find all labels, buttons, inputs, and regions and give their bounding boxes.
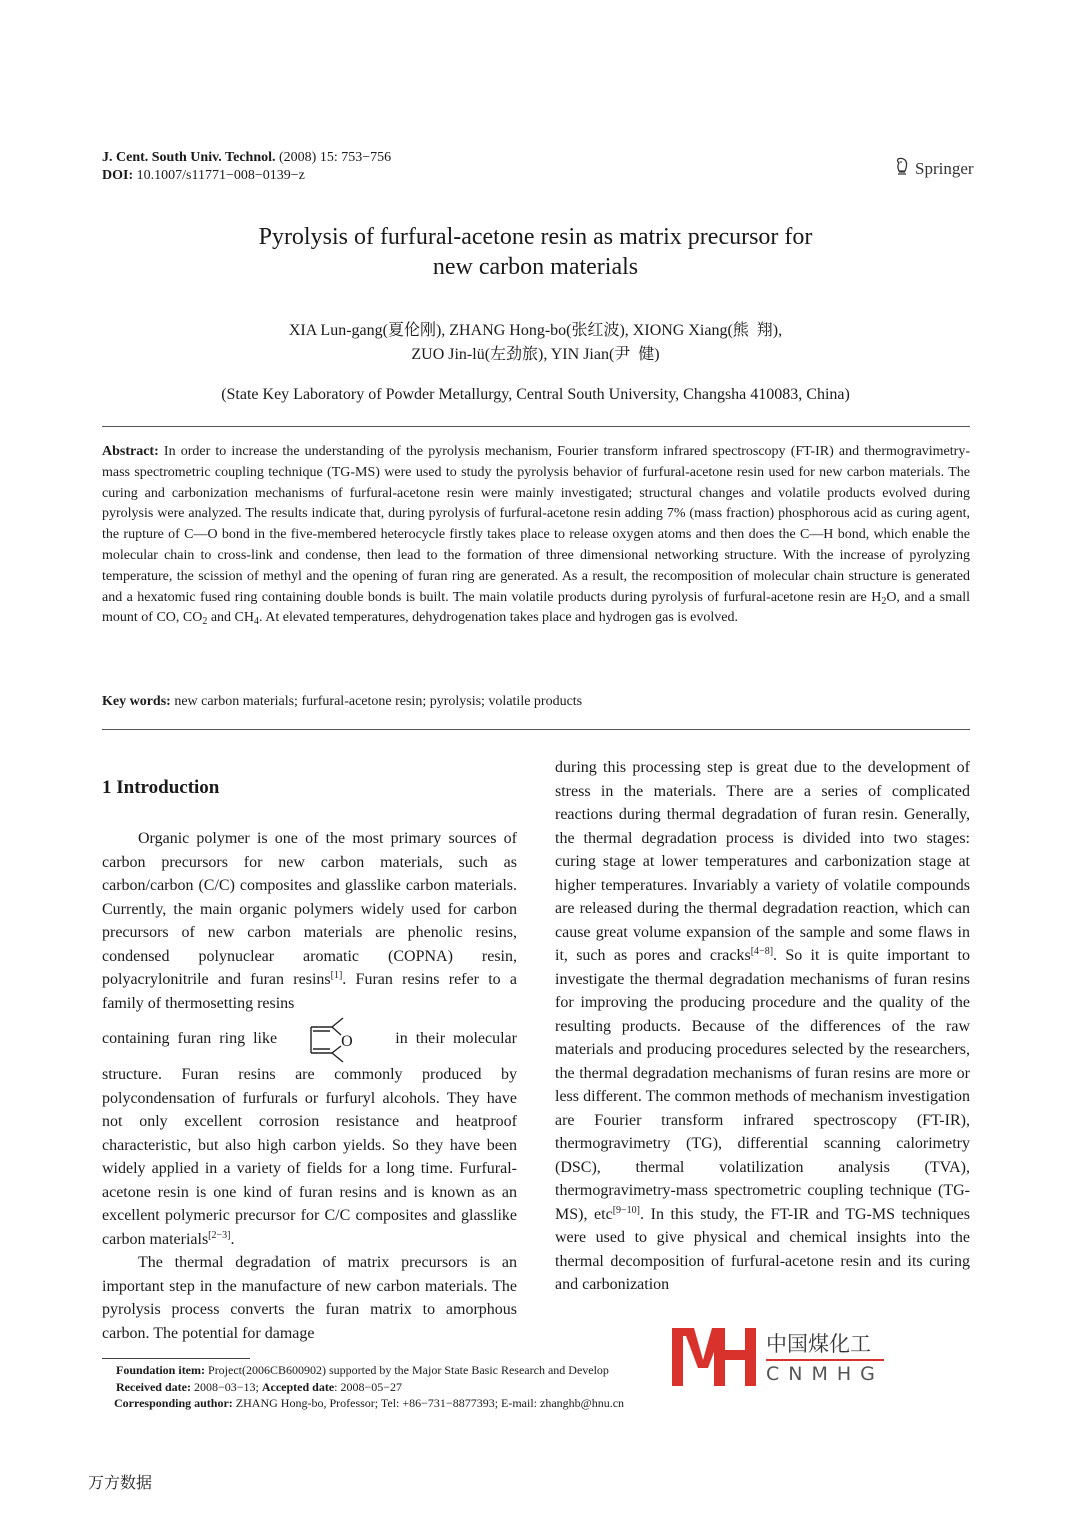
intro-right-column — [555, 756, 970, 1297]
oxygen-atom-label: O — [341, 1033, 353, 1050]
doi-label: DOI: — [102, 168, 134, 183]
citation-ref[interactable]: [2−3] — [208, 1229, 231, 1241]
foundation-item — [116, 1362, 624, 1379]
corresponding-author — [114, 1395, 624, 1412]
watermark-english: CNMHG — [766, 1362, 884, 1385]
journal-header — [102, 149, 391, 185]
received-value: 2008−03−13; — [190, 1379, 262, 1394]
divider-top — [102, 426, 970, 427]
accepted-label: Accepted date — [261, 1379, 335, 1394]
paragraph — [102, 1063, 517, 1251]
corresponding-label: Corresponding author: — [114, 1396, 233, 1410]
accepted-value: : 2008−05−27 — [334, 1379, 403, 1394]
body-text: during this processing step is great due to the development of stress in the materials. There are a series of complicated reactions during thermal degradation of furan resin. Generally, the thermal degradation process is divided into two stages: curing stage at lower temperatures and carbonization stage at higher temperatures. Invariably a variety of volatile compounds are released during the thermal degradation reaction, which can cause great volume expansion of the sample and some flaws in it, such as pores and cracks — [555, 759, 970, 964]
received-label: Received date: — [116, 1379, 191, 1394]
body-text: . Furan resins refer to a family of thermosetting resins — [102, 971, 518, 1012]
keywords — [102, 692, 970, 712]
paragraph — [555, 756, 970, 1297]
journal-citation-line — [102, 149, 391, 167]
footnotes — [116, 1362, 624, 1412]
corresponding-text: ZHANG Hong-bo, Professor; Tel: +86−731−8877393; E-mail: zhanghb@hnu.cn — [232, 1396, 625, 1410]
intro-left-column — [102, 827, 517, 1345]
journal-name: J. Cent. South Univ. Technol. — [102, 150, 276, 165]
subscript: 4 — [254, 616, 260, 628]
furan-line — [102, 1015, 517, 1063]
knight-chess-icon — [893, 156, 911, 181]
body-text: in their molecular — [395, 1030, 517, 1048]
body-text: Organic polymer is one of the most primary sources of carbon precursors for new carbon materials, such as carbon/carbon (C/C) composites and glasslike carbon materials. Currently, the main organic polymers widely used for carbon precursors of new carbon materials are phenolic resins, condensed polynuclear aromatic (COPNA) resin, polyacrylonitrile and furan resins — [102, 830, 517, 988]
watermark-text — [766, 1331, 884, 1387]
source-mark: 万方数据 — [88, 1473, 153, 1492]
body-text: . So it is quite important to investigate the thermal degradation mechanisms of furan resins for improving the producing procedure and the quality of the resulting products. Because of the differences of the raw materials and producing procedures selected by the researchers, the thermal degradation mechanisms of furan resins are more or less different. The common methods of mechanism investigation are Fourier transform infrared spectroscopy (FT-IR), thermogravimetry (TG), differential scanning calorimetry (DSC), thermal volatilization analysis (TVA), thermogravimetry-mass spectrometric coupling technique (TG-MS), etc — [555, 947, 970, 1223]
body-text: . — [230, 1230, 235, 1248]
doi-line — [102, 167, 391, 185]
abstract-label: Abstract: — [102, 444, 159, 459]
foundation-label: Foundation item: — [116, 1363, 206, 1377]
authors-line-2: ZUO Jin-lü(左劲旅), YIN Jian(尹 健) — [411, 346, 660, 363]
citation-ref[interactable]: [4−8] — [750, 946, 774, 957]
citation-ref[interactable]: [9−10] — [612, 1204, 641, 1216]
citation-ref[interactable]: [1] — [330, 970, 343, 981]
author-list — [0, 319, 1071, 367]
keywords-text: new carbon materials; furfural-acetone resin; pyrolysis; volatile products — [170, 694, 583, 709]
abstract-text: . At elevated temperatures, dehydrogenation takes place and hydrogen gas is evolved. — [259, 610, 738, 626]
footnote-divider — [102, 1358, 250, 1359]
title-line-1: Pyrolysis of furfural-acetone resin as matrix precursor for — [258, 224, 813, 250]
body-text: . In this study, the FT-IR and TG-MS techniques were used to give physical and chemical insights into the thermal decomposition of furfural-acetone resin and its curing and carbonization — [555, 1205, 970, 1293]
cnmhg-watermark — [668, 1322, 884, 1395]
dates — [116, 1379, 624, 1396]
paragraph — [102, 827, 517, 1015]
foundation-text: Project(2006CB600902) supported by the Major State Basic Research and Develop — [205, 1363, 609, 1377]
abstract-text: O, and a small mount of CO, CO — [102, 589, 970, 626]
publisher-logo — [893, 156, 974, 181]
title-line-2: new carbon materials — [432, 254, 639, 280]
doi-value[interactable]: 10.1007/s11771−008−0139−z — [136, 168, 305, 183]
body-text: structure. Furan resins are commonly produced by polycondensation of furfurals or furfuryl alcohols. They have not only excellent corrosion resistance and heatproof characteristic, but also high carbon yields. So they have been widely applied in a variety of fields for a long time. Furfural-acetone resin is one kind of furan resins and is known as an excellent polymeric precursor for C/C composites and glasslike carbon materials — [102, 1066, 517, 1248]
authors-line-1: XIA Lun-gang(夏伦刚), ZHANG Hong-bo(张红波), XIONG Xiang(熊 翔), — [288, 322, 783, 339]
watermark-chinese: 中国煤化工 — [766, 1331, 884, 1361]
abstract-text: and CH — [207, 610, 255, 626]
paragraph: The thermal degradation of matrix precursors is an important step in the manufacture of new carbon materials. The pyrolysis process converts the furan matrix to amorphous carbon. The potential for damage — [102, 1254, 517, 1342]
subscript: 2 — [202, 616, 208, 628]
affiliation: (State Key Laboratory of Powder Metallurgy, Central South University, Changsha 410083, China) — [221, 386, 850, 403]
divider-bottom — [102, 729, 970, 730]
journal-citation: (2008) 15: 753−756 — [279, 150, 392, 165]
publisher-name: Springer — [915, 158, 974, 178]
mh-logo-icon — [670, 1324, 760, 1393]
article-title — [0, 222, 1071, 282]
keywords-label: Key words: — [102, 694, 171, 709]
furan-ring-structure-icon — [308, 1015, 364, 1063]
abstract — [102, 442, 970, 629]
abstract-text: In order to increase the understanding of the pyrolysis mechanism, Fourier transform infrared spectroscopy (FT-IR) and thermogravimetry-mass spectrometric coupling technique (TG-MS) were used to study the pyrolysis behavior of furfural-acetone resin used for new carbon materials. The curing and carbonization mechanisms of furfural-acetone resin were mainly investigated; structural changes and volatile products evolved during pyrolysis were analyzed. The results indicate that, during pyrolysis of furfural-acetone resin adding 7% (mass fraction) phosphorous acid as curing agent, the rupture of C—O bond in the five-membered heterocycle firstly takes place to release oxygen atoms and then does the C—H bond, which enable the molecular chain to cross-link and condense, then lead to the formation of three dimensional networking structure. With the increase of pyrolyzing temperature, the scission of methyl and the opening of furan ring are generated. As a result, the recomposition of molecular chain structure is generated and a hexatomic fused ring containing double bonds is built. The main volatile products during pyrolysis of furfural-acetone resin are H — [102, 444, 970, 605]
subscript: 2 — [881, 595, 887, 607]
body-text: containing furan ring like — [102, 1030, 278, 1048]
section-heading-introduction: 1 Introduction — [102, 777, 220, 798]
